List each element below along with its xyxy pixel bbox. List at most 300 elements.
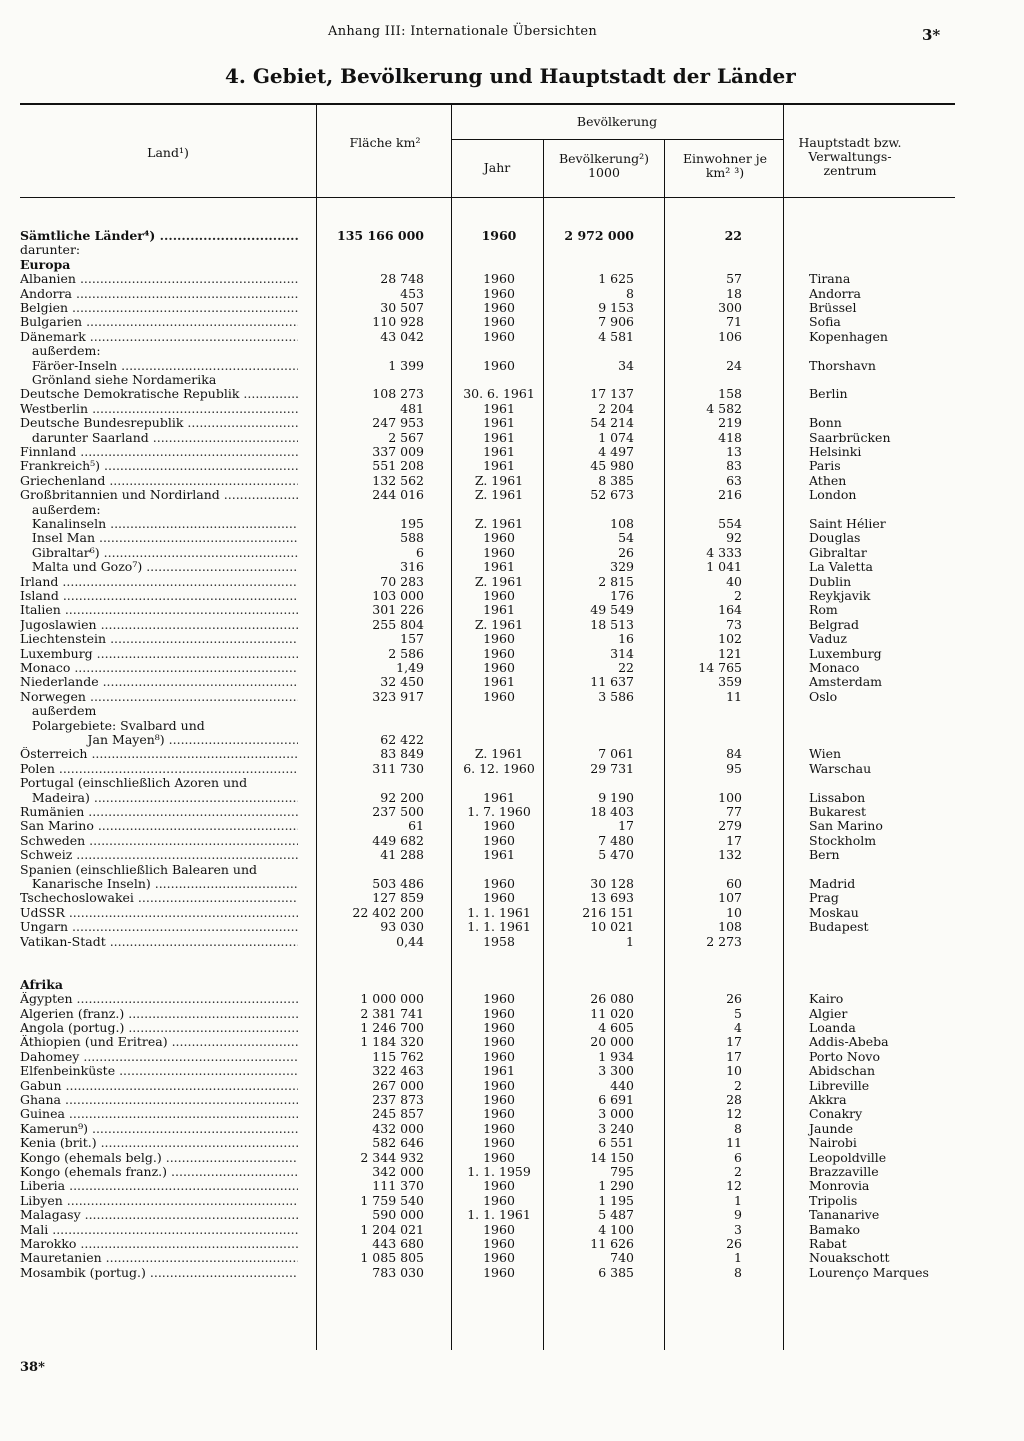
cell-dichte: 11 [726, 1135, 742, 1151]
cell-land: Finnland ..... [20, 445, 298, 460]
cell-flaeche: 2 586 [388, 645, 424, 661]
col-header-bevoelkerung-group: Bevölkerung [576, 114, 658, 129]
cell-land: Gabun ..... [20, 1079, 298, 1094]
cell-land: Mosambik (portug.) ..... [20, 1266, 298, 1281]
cell-haupt: Tirana [809, 271, 851, 287]
cell-land: außerdem [20, 704, 97, 719]
cell-bev: 1 934 [598, 1048, 634, 1064]
cell-jahr: Z. 1961 [474, 616, 524, 632]
table-row [0, 287, 1024, 302]
cell-haupt: Bamako [809, 1221, 861, 1237]
cell-bev: 329 [610, 559, 634, 575]
cell-flaeche: 453 [400, 285, 424, 301]
cell-flaeche: 30 507 [380, 300, 424, 315]
cell-dichte: 216 [718, 487, 742, 503]
cell-jahr: 1961 [483, 400, 515, 416]
cell-dichte: 13 [726, 444, 742, 459]
cell-jahr: 1960 [483, 588, 515, 603]
table-row [0, 1251, 1024, 1266]
cell-haupt: Monaco [809, 660, 860, 675]
cell-jahr: 1960 [483, 1264, 515, 1280]
cell-haupt: Lourenço Marques [809, 1264, 929, 1280]
cell-jahr: 1960 [483, 1106, 515, 1122]
cell-jahr: 1958 [483, 933, 515, 949]
cell-bev: 1 625 [598, 271, 634, 287]
cell-flaeche: 449 682 [372, 832, 424, 848]
cell-haupt: Addis-Abeba [809, 1034, 889, 1050]
cell-land: Kanarische Inseln) ..... [20, 877, 298, 892]
cell-bev: 49 549 [590, 602, 634, 618]
cell-jahr: 1960 [483, 660, 515, 675]
cell-flaeche: 503 486 [372, 876, 424, 891]
cell-haupt: Berlin [809, 386, 848, 402]
cell-land: darunter: [20, 243, 81, 258]
cell-jahr: Z. 1961 [474, 487, 524, 503]
cell-haupt: Bern [809, 847, 840, 863]
cell-flaeche: 481 [400, 400, 424, 416]
cell-bev: 108 [610, 516, 634, 531]
cell-haupt: Abidschan [809, 1063, 875, 1079]
cell-bev: 7 906 [598, 314, 634, 330]
cell-land: Liechtenstein ..... [20, 632, 298, 647]
cell-land: San Marino ..... [20, 819, 298, 834]
cell-dichte: 4 333 [706, 544, 742, 560]
cell-haupt: Madrid [809, 876, 856, 891]
table-row [0, 834, 1024, 849]
table-row [0, 575, 1024, 590]
table-row [0, 1107, 1024, 1122]
cell-dichte: 164 [718, 602, 742, 618]
cell-bev: 3 000 [598, 1106, 634, 1122]
cell-land: Deutsche Demokratische Republik ..... [20, 387, 298, 402]
cell-bev: 4 605 [598, 1020, 634, 1035]
cell-haupt: Jaunde [809, 1120, 853, 1136]
cell-bev: 10 021 [590, 919, 634, 935]
cell-flaeche: 1 085 805 [360, 1250, 424, 1266]
cell-haupt: Moskau [809, 904, 859, 920]
cell-land: Ägypten ..... [20, 992, 298, 1007]
cell-haupt: Saarbrücken [809, 429, 891, 445]
cell-jahr: 1961 [483, 602, 515, 618]
cell-flaeche: 32 450 [380, 674, 424, 690]
table-row [0, 949, 1024, 964]
cell-land: Polargebiete: Svalbard und [20, 718, 205, 733]
cell-dichte: 9 [734, 1207, 742, 1223]
table-row [0, 344, 1024, 359]
table-row [0, 531, 1024, 546]
cell-land: Spanien (einschließlich Balearen und [20, 862, 258, 877]
cell-land: darunter Saarland ..... [20, 431, 298, 446]
cell-dichte: 106 [718, 328, 742, 344]
cell-dichte: 84 [726, 746, 742, 762]
cell-land: Dänemark ..... [20, 330, 298, 345]
cell-flaeche: 590 000 [372, 1207, 424, 1223]
cell-dichte: 60 [726, 876, 742, 891]
cell-haupt: Bonn [809, 415, 842, 431]
cell-jahr: Z. 1961 [474, 573, 524, 589]
table-row [0, 848, 1024, 863]
cell-bev: 7 061 [598, 746, 634, 762]
table-row [0, 819, 1024, 834]
cell-land: Deutsche Bundesrepublik ..... [20, 416, 298, 431]
cell-land: Andorra ..... [20, 287, 298, 302]
cell-dichte: 17 [726, 1048, 742, 1064]
cell-bev: 8 385 [598, 472, 634, 488]
cell-flaeche: 551 208 [372, 458, 424, 474]
table-row [0, 1165, 1024, 1180]
table-row [0, 747, 1024, 762]
cell-dichte: 73 [726, 616, 742, 632]
cell-flaeche: 342 000 [372, 1164, 424, 1179]
cell-land: Schweden ..... [20, 834, 298, 849]
cell-jahr: 1960 [483, 991, 515, 1007]
cell-land: Portugal (einschließlich Azoren und [20, 776, 248, 791]
cell-land: Mali ..... [20, 1223, 298, 1238]
cell-jahr: Z. 1961 [474, 516, 524, 531]
cell-flaeche: 2 381 741 [360, 1005, 424, 1021]
table-row [0, 762, 1024, 777]
cell-flaeche: 1 399 [388, 357, 424, 373]
cell-land: Dahomey ..... [20, 1050, 298, 1065]
table-row [0, 1122, 1024, 1137]
cell-flaeche: 70 283 [380, 573, 424, 589]
table-row [0, 431, 1024, 446]
cell-dichte: 11 [726, 688, 742, 704]
cell-dichte: 2 [734, 1077, 742, 1093]
cell-land: Belgien ..... [20, 301, 298, 316]
table-row [0, 1237, 1024, 1252]
cell-bev: 3 586 [598, 688, 634, 704]
cell-jahr: 1961 [483, 458, 515, 474]
cell-dichte: 77 [726, 804, 742, 819]
cell-land: Ghana ..... [20, 1093, 298, 1108]
cell-land: Jan Mayen⁸) ..... [20, 733, 298, 748]
cell-dichte: 1 [734, 1250, 742, 1266]
cell-jahr: 30. 6. 1961 [463, 386, 535, 402]
cell-jahr: 1960 [483, 285, 515, 301]
table-row [0, 647, 1024, 662]
cell-haupt: Kopenhagen [809, 328, 888, 344]
cell-land: Europa [20, 257, 71, 272]
cell-flaeche: 92 200 [380, 789, 424, 805]
cell-land: Liberia ..... [20, 1179, 298, 1194]
cell-bev: 17 137 [590, 386, 634, 402]
cell-jahr: 1961 [483, 415, 515, 431]
cell-dichte: 71 [726, 314, 742, 330]
table-row [0, 589, 1024, 604]
cell-jahr: 1961 [483, 559, 515, 575]
cell-land: Westberlin ..... [20, 402, 298, 417]
cell-bev: 16 [618, 631, 634, 647]
cell-jahr: 1960 [483, 1092, 515, 1107]
cell-flaeche: 1 246 700 [360, 1020, 424, 1035]
cell-flaeche: 255 804 [372, 616, 424, 632]
cell-haupt: Lissabon [809, 789, 866, 805]
cell-jahr: 1960 [483, 1221, 515, 1237]
cell-bev: 4 100 [598, 1221, 634, 1237]
cell-bev: 6 385 [598, 1264, 634, 1280]
cell-land: Rumänien ..... [20, 805, 298, 820]
bevoelkerung-group-rule [451, 139, 783, 140]
cell-flaeche: 132 562 [372, 472, 424, 488]
cell-flaeche: 1 204 021 [360, 1221, 424, 1237]
table-row [0, 1035, 1024, 1050]
cell-flaeche: 103 000 [372, 588, 424, 603]
cell-bev: 13 693 [590, 890, 634, 906]
cell-haupt: Gibraltar [809, 544, 867, 560]
page-number: 3* [922, 26, 941, 44]
cell-flaeche: 195 [400, 516, 424, 531]
cell-bev: 440 [610, 1077, 634, 1093]
cell-haupt: Helsinki [809, 444, 862, 459]
cell-bev: 11 626 [590, 1236, 634, 1251]
cell-bev: 30 128 [590, 876, 634, 891]
cell-flaeche: 2 567 [388, 429, 424, 445]
cell-bev: 3 300 [598, 1063, 634, 1079]
table-row [0, 373, 1024, 388]
cell-land: Angola (portug.) ..... [20, 1021, 298, 1036]
cell-jahr: 1960 [483, 1135, 515, 1151]
table-row [0, 402, 1024, 417]
cell-bev: 18 403 [590, 804, 634, 819]
running-title: Anhang III: Internationale Übersichten [328, 24, 598, 39]
cell-land: Island ..... [20, 589, 298, 604]
cell-bev: 54 214 [590, 415, 634, 431]
table-row [0, 258, 1024, 273]
cell-jahr: Z. 1961 [474, 472, 524, 488]
cell-dichte: 8 [734, 1120, 742, 1136]
cell-jahr: 1961 [483, 674, 515, 690]
cell-flaeche: 41 288 [380, 847, 424, 863]
cell-flaeche: 588 [400, 530, 424, 546]
cell-bev: 9 190 [598, 789, 634, 805]
cell-land: Schweiz ..... [20, 848, 298, 863]
cell-flaeche: 337 009 [372, 444, 424, 459]
table-row [0, 935, 1024, 950]
cell-land: UdSSR ..... [20, 906, 298, 921]
cell-flaeche: 28 748 [380, 271, 424, 287]
cell-flaeche: 323 917 [372, 688, 424, 704]
cell-land: Färöer-Inseln ..... [20, 359, 298, 374]
cell-bev: 11 020 [590, 1005, 634, 1021]
cell-haupt: Nouakschott [809, 1250, 890, 1266]
cell-haupt: Thorshavn [809, 357, 876, 373]
cell-jahr: 1961 [483, 429, 515, 445]
cell-bev: 20 000 [590, 1034, 634, 1050]
table-row [0, 416, 1024, 431]
cell-flaeche: 61 [408, 818, 424, 834]
table-row [0, 963, 1024, 978]
cell-land: Griechenland ..... [20, 474, 298, 489]
cell-land: Großbritannien und Nordirland ..... [20, 488, 298, 503]
cell-haupt: Athen [809, 472, 847, 488]
table-row [0, 791, 1024, 806]
cell-dichte: 219 [718, 415, 742, 431]
cell-jahr: 1960 [483, 271, 515, 287]
cell-flaeche: 1 184 320 [360, 1034, 424, 1050]
cell-land: außerdem: [20, 502, 101, 517]
table-row [0, 978, 1024, 993]
table-row [0, 1021, 1024, 1036]
table-row [0, 992, 1024, 1007]
cell-land: Algerien (franz.) ..... [20, 1007, 298, 1022]
cell-land: Kongo (ehemals belg.) ..... [20, 1151, 298, 1166]
cell-jahr: 1960 [483, 328, 515, 344]
cell-dichte: 26 [726, 1236, 742, 1251]
cell-bev: 2 815 [598, 573, 634, 589]
cell-jahr: 1960 [483, 876, 515, 891]
cell-flaeche: 0,44 [396, 933, 424, 949]
cell-haupt: Kairo [809, 991, 844, 1007]
cell-flaeche: 443 680 [372, 1236, 424, 1251]
table-row [0, 618, 1024, 633]
cell-flaeche: 111 370 [372, 1178, 424, 1194]
table-row [0, 863, 1024, 878]
cell-haupt: Oslo [809, 688, 838, 704]
cell-haupt: Brüssel [809, 300, 857, 315]
cell-haupt: Loanda [809, 1020, 856, 1035]
cell-flaeche: 6 [416, 544, 424, 560]
cell-flaeche: 62 422 [380, 732, 424, 747]
cell-bev: 216 151 [582, 904, 634, 920]
cell-jahr: 1960 [483, 300, 515, 315]
cell-dichte: 100 [718, 789, 742, 805]
cell-dichte: 3 [734, 1221, 742, 1237]
cell-haupt: Wien [809, 746, 842, 762]
cell-flaeche: 267 000 [372, 1077, 424, 1093]
cell-bev: 795 [610, 1164, 634, 1179]
cell-land: Norwegen ..... [20, 690, 298, 705]
cell-land: Luxemburg ..... [20, 647, 298, 662]
cell-haupt: Akkra [809, 1092, 847, 1107]
cell-dichte: 1 [734, 1192, 742, 1208]
table-row [0, 877, 1024, 892]
cell-dichte: 17 [726, 1034, 742, 1050]
cell-land: Guinea ..... [20, 1107, 298, 1122]
cell-dichte: 24 [726, 357, 742, 373]
cell-haupt: Paris [809, 458, 841, 474]
cell-dichte: 108 [718, 919, 742, 935]
cell-jahr: 6. 12. 1960 [463, 760, 535, 776]
cell-flaeche: 1 000 000 [360, 991, 424, 1007]
cell-jahr: 1960 [483, 688, 515, 704]
cell-dichte: 4 582 [706, 400, 742, 416]
cell-land: Ungarn ..... [20, 920, 298, 935]
cell-haupt: Porto Novo [809, 1048, 880, 1064]
cell-land: Sämtliche Länder⁴) ..... [20, 229, 298, 244]
cell-bev: 1 195 [598, 1192, 634, 1208]
cell-bev: 2 972 000 [564, 228, 634, 243]
cell-jahr: 1960 [483, 544, 515, 560]
cell-dichte: 10 [726, 904, 742, 920]
cell-haupt: Belgrad [809, 616, 860, 632]
table-row [0, 517, 1024, 532]
cell-bev: 314 [610, 645, 634, 661]
cell-bev: 26 080 [590, 991, 634, 1007]
table-row [0, 704, 1024, 719]
cell-flaeche: 43 042 [380, 328, 424, 344]
cell-haupt: Vaduz [809, 631, 847, 647]
cell-flaeche: 157 [400, 631, 424, 647]
cell-jahr: 1. 1. 1961 [467, 1207, 531, 1223]
cell-jahr: 1. 1. 1961 [467, 919, 531, 935]
table-row [0, 546, 1024, 561]
cell-flaeche: 108 273 [372, 386, 424, 402]
cell-jahr: 1960 [483, 357, 515, 373]
cell-haupt: Dublin [809, 573, 852, 589]
cell-dichte: 158 [718, 386, 742, 402]
table-row [0, 1136, 1024, 1151]
table-row [0, 243, 1024, 258]
cell-flaeche: 93 030 [380, 919, 424, 935]
cell-flaeche: 582 646 [372, 1135, 424, 1151]
cell-bev: 1 [626, 933, 634, 949]
header-bottom-rule [20, 197, 955, 198]
cell-land: Italien ..... [20, 603, 298, 618]
table-row [0, 1223, 1024, 1238]
cell-bev: 1 290 [598, 1178, 634, 1194]
cell-bev: 52 673 [590, 487, 634, 503]
table-row [0, 459, 1024, 474]
col-header-hauptstadt: Hauptstadt bzw. Verwaltungs- zentrum [798, 135, 902, 178]
cell-haupt: Douglas [809, 530, 861, 546]
cell-land: Elfenbeinküste ..... [20, 1064, 298, 1079]
table-row [0, 1064, 1024, 1079]
cell-jahr: 1. 7. 1960 [467, 804, 531, 819]
cell-jahr: 1960 [483, 314, 515, 330]
cell-bev: 14 150 [590, 1149, 634, 1165]
cell-land: Polen ..... [20, 762, 298, 777]
cell-jahr: 1960 [483, 1120, 515, 1136]
cell-dichte: 6 [734, 1149, 742, 1165]
cell-dichte: 12 [726, 1106, 742, 1122]
table-row [0, 661, 1024, 676]
cell-flaeche: 237 500 [372, 804, 424, 819]
cell-land: Madeira) ..... [20, 791, 298, 806]
cell-bev: 11 637 [590, 674, 634, 690]
cell-land: Jugoslawien ..... [20, 618, 298, 633]
cell-jahr: 1960 [483, 1236, 515, 1251]
table-title: 4. Gebiet, Bevölkerung und Hauptstadt der Länder [225, 64, 796, 88]
cell-haupt: Luxemburg [809, 645, 882, 661]
cell-jahr: 1960 [483, 1149, 515, 1165]
cell-land: Frankreich⁵) ..... [20, 459, 298, 474]
cell-jahr: 1960 [483, 1178, 515, 1194]
cell-land: Grönland siehe Nordamerika [20, 373, 217, 387]
cell-jahr: Z. 1961 [474, 746, 524, 762]
footer-page-number: 38* [20, 1360, 45, 1375]
cell-bev: 176 [610, 588, 634, 603]
table-row [0, 1007, 1024, 1022]
cell-dichte: 83 [726, 458, 742, 474]
table-row [0, 805, 1024, 820]
cell-dichte: 1 041 [706, 559, 742, 575]
table-row [0, 560, 1024, 575]
cell-dichte: 2 273 [706, 933, 742, 949]
cell-haupt: Rabat [809, 1236, 847, 1251]
cell-jahr: 1960 [483, 818, 515, 834]
cell-haupt: La Valetta [809, 559, 873, 575]
cell-dichte: 22 [724, 228, 742, 243]
cell-jahr: 1960 [483, 530, 515, 546]
cell-flaeche: 110 928 [372, 314, 424, 330]
cell-jahr: 1960 [483, 1250, 515, 1266]
cell-flaeche: 322 463 [372, 1063, 424, 1079]
table-row [0, 445, 1024, 460]
cell-flaeche: 311 730 [372, 760, 424, 776]
cell-land: Niederlande ..... [20, 675, 298, 690]
cell-flaeche: 244 016 [372, 487, 424, 503]
